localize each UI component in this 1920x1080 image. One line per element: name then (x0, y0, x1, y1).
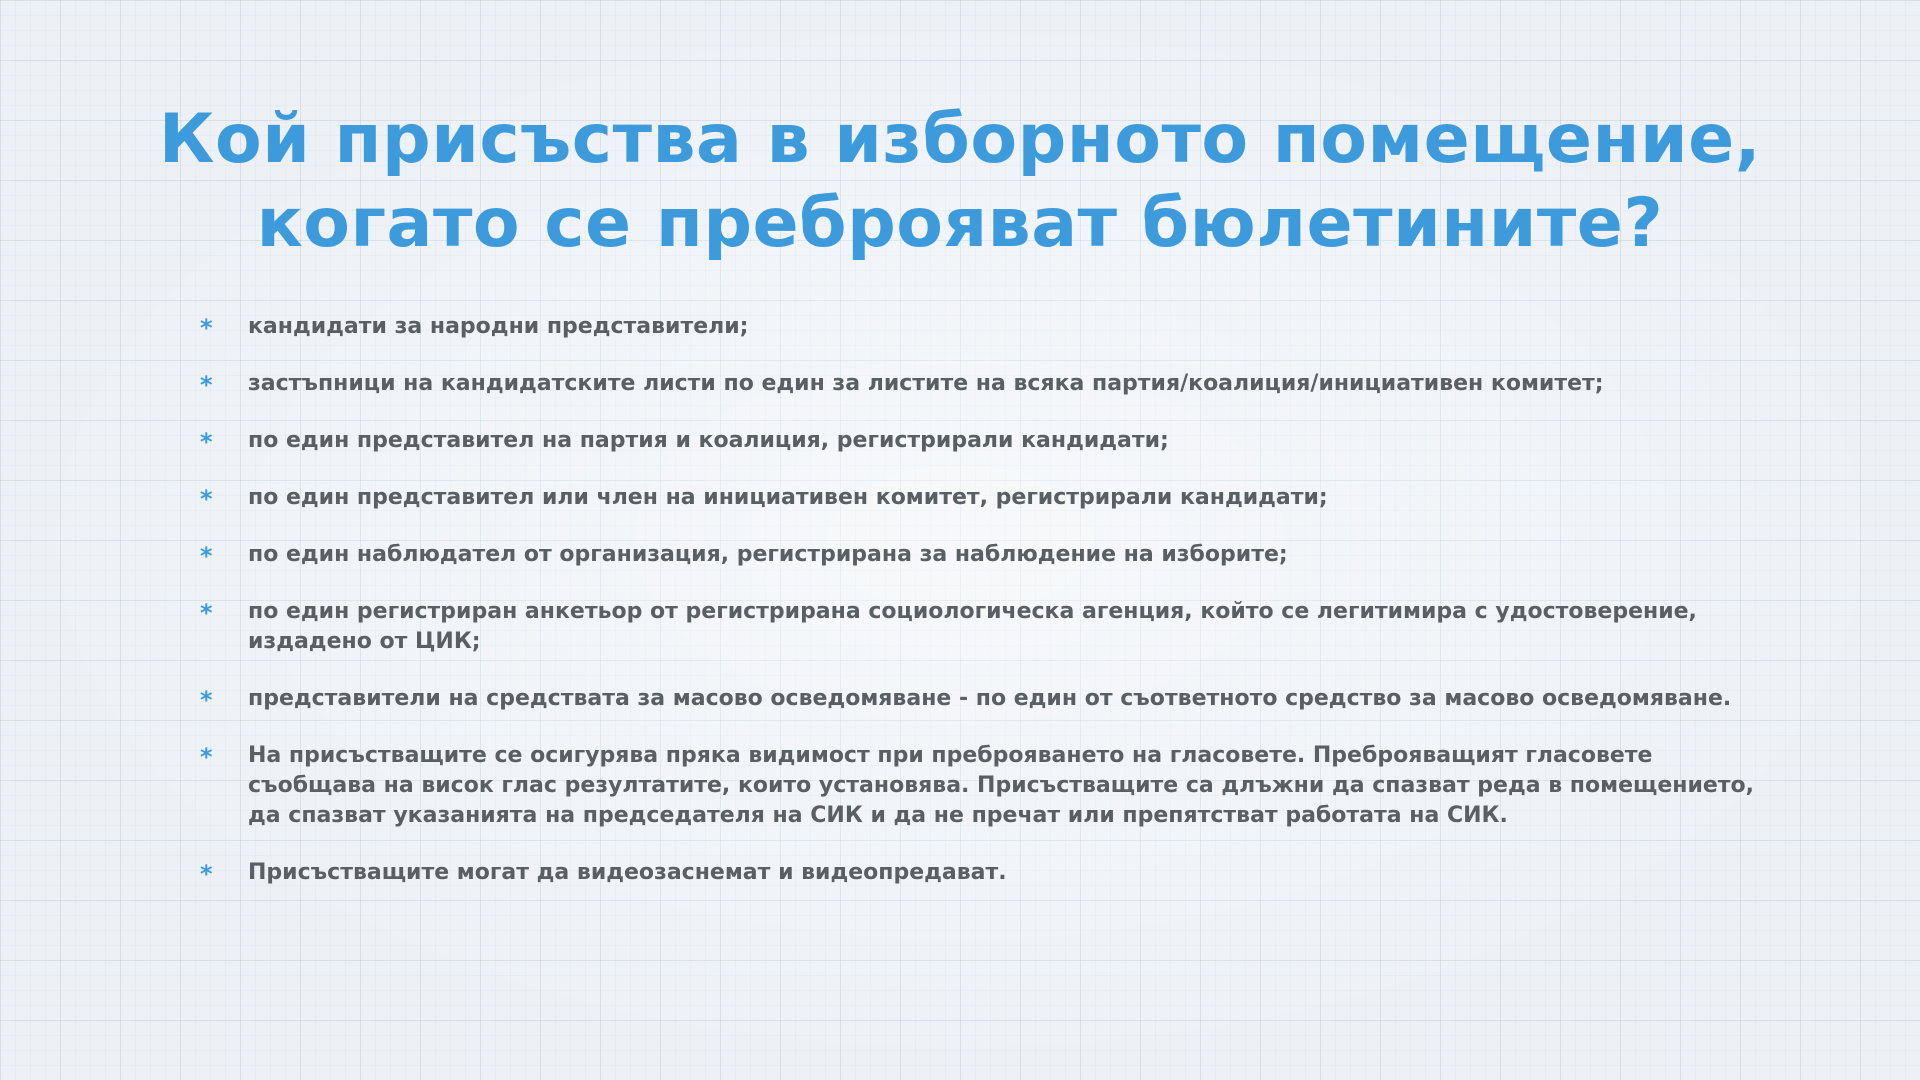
asterisk-bullet-icon: * (200, 428, 213, 456)
bullet-item (200, 597, 1760, 657)
bullet-item (200, 684, 1760, 714)
asterisk-bullet-icon: * (200, 686, 213, 714)
asterisk-bullet-icon: * (200, 599, 213, 627)
asterisk-bullet-icon: * (200, 485, 213, 513)
asterisk-bullet-icon: * (200, 743, 213, 771)
bullet-list (200, 312, 1760, 915)
slide-title-line-1: Кой присъства в изборното помещение, (158, 99, 1762, 179)
asterisk-bullet-icon: * (200, 314, 213, 342)
asterisk-bullet-icon: * (200, 542, 213, 570)
bullet-text: застъпници на кандидатските листи по един за листите на всяка партия/коалиция/инициативен комитет; (248, 371, 1604, 396)
asterisk-bullet-icon: * (200, 860, 213, 888)
bullet-item (200, 483, 1760, 513)
bullet-text: Присъстващите могат да видеозаснемат и видеопредават. (248, 860, 1007, 885)
asterisk-bullet-icon: * (200, 371, 213, 399)
bullet-text: На присъстващите се осигурява пряка видимост при преброяването на гласовете. Преброяващият гласовете съобщава на висок глас резултатите, които установява. Присъстващите са длъжни да спазват реда в помещението, да спазват указанията на председателя на СИК и да не пречат или препятстват работата на СИК. (248, 743, 1755, 828)
slide-title (100, 98, 1820, 266)
bullet-text: по един представител или член на инициативен комитет, регистрирали кандидати; (248, 485, 1328, 510)
bullet-text: представители на средствата за масово осведомяване - по един от съответното средство за масово осведомяване. (248, 686, 1732, 711)
bullet-text: кандидати за народни представители; (248, 314, 749, 339)
bullet-item (200, 540, 1760, 570)
slide-title-line-2: когато се преброяват бюлетините? (256, 183, 1664, 263)
bullet-text: по един регистриран анкетьор от регистрирана социологическа агенция, който се легитимира с удостоверение, издадено от ЦИК; (248, 599, 1697, 654)
bullet-item (200, 426, 1760, 456)
bullet-item (200, 741, 1760, 831)
bullet-item (200, 858, 1760, 888)
bullet-item (200, 369, 1760, 399)
bullet-text: по един представител на партия и коалиция, регистрирали кандидати; (248, 428, 1169, 453)
bullet-item (200, 312, 1760, 342)
bullet-text: по един наблюдател от организация, регистрирана за наблюдение на изборите; (248, 542, 1288, 567)
